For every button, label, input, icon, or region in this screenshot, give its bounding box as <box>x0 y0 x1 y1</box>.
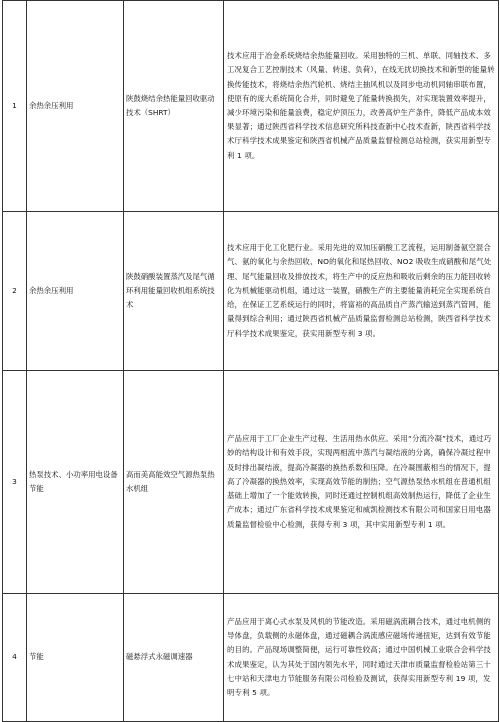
product-cell: 磁悬浮式永磁调速器 <box>124 594 224 722</box>
field-cell: 热泵技术、小功率用电设备节能 <box>27 371 124 594</box>
table-row <box>3 212 499 371</box>
product-cell: 陕鼓硝酸装置蒸汽及尾气循环利用能量回收机组系统技术 <box>124 212 224 371</box>
description-cell: 技术应用于化工化肥行业。采用先进的双加压硝酸工艺流程，运用制备氨空混合气、氨的氧化与余热回收、NO的氧化和尾热回收、NO2 吸收生成硝酸和尾气处理、尾气能量回收及排放技术，将生产中的反应热和吸收后剩余的压力能回收转化为机械能驱动机组，通过这一装置，硝酸生产的主要能量消耗完全实现系统自给，在保证工艺系统运行的同时，将富裕的高品质自产蒸汽输送到蒸汽管网，能量得到综合利用；通过陕西省机械产品质量监督检测总站检测，陕西省科学技术厅科学技术成果鉴定，获实用新型专利 3 项。 <box>224 212 499 371</box>
field-cell: 余热余压利用 <box>27 1 124 212</box>
table-row <box>3 371 499 594</box>
description-cell: 产品应用于工厂企业生产过程、生活用热水供应。采用“分流冷凝”技术，通过巧妙的结构设计和有效手段，实现两相流中蒸汽与凝结液的分离，确保冷凝过程中及时排出凝结液，提高冷凝器的换热系数和压降。在冷凝围蔽相当的情况下，提高了冷凝器的换热效率，实现高效节能的制热；空气源热泵热水机组在普通机组基础上增加了一个能效转换，同时还通过控制机组高效制热运行，降低了企业生产成本；通过广东省科学技术成果鉴定和威凯检测技术有限公司和国家日用电器质量监督检验中心检测，获得专利 3 项，其中实用新型专利 1 项。 <box>224 371 499 594</box>
row-number: 2 <box>3 212 27 371</box>
product-cell: 高而美高能效空气源热泵热水机组 <box>124 371 224 594</box>
technology-table <box>2 0 499 722</box>
row-number: 3 <box>3 371 27 594</box>
row-number: 4 <box>3 594 27 722</box>
description-cell: 产品应用于离心式水泵及风机的节能改造。采用磁涡流耦合技术，通过电机侧的导体盘，负载侧的永磁体盘，通过磁耦合涡流感应磁场传递扭矩，达到有效节能的目的。产品现场调整简便，运行可靠性较高；通过中国机械工业联合会科学技术成果鉴定，认为其处于国内领先水平，同时通过天津市质量监督检验站第三十七中站和天津电力节能服务有限公司检验及测试，获得实用新型专利 19 项，发明专利 5 项。 <box>224 594 499 722</box>
field-cell: 节能 <box>27 594 124 722</box>
table-row <box>3 594 499 722</box>
row-number: 1 <box>3 1 27 212</box>
product-cell: 陕鼓烧结余热能量回收驱动技术（SHRT） <box>124 1 224 212</box>
field-cell: 余热余压利用 <box>27 212 124 371</box>
table-row <box>3 1 499 212</box>
description-cell: 技术应用于冶金系统烧结余热能量回收。采用独特的三机、单联、同轴技术、多工况复合工艺控制技术（风量、转速、负荷），在线无扰切换技术和新型的能量转换传能技术，将烧结余热汽轮机、烧结主抽风机以及同步电动机同轴串联布置，使原有的庞大系统简化合并，同时避免了能量转换损失，对实现装置效率提升，减少环境污染和能量浪费，稳定炉顶压力，改善高炉生产条件，降低产品成本效果显著；通过陕西省科学技术信息研究所科技查新中心技术查新，陕西省科学技术厅科学技术成果鉴定和陕西省机械产品质量监督检测总站检测，获实用新型专利 1 项。 <box>224 1 499 212</box>
